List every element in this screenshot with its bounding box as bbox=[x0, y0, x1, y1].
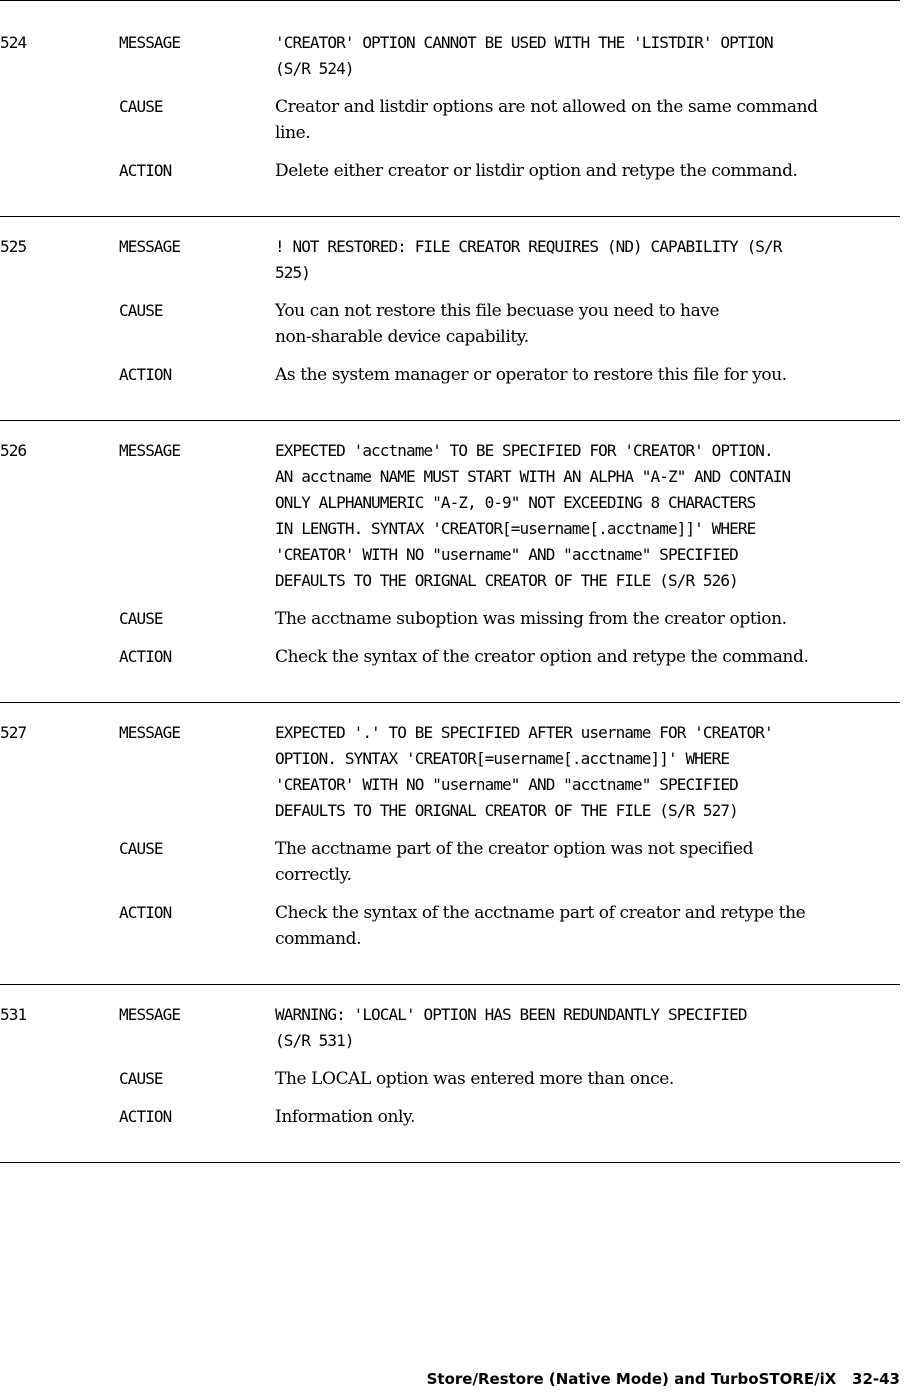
message-row bbox=[0, 720, 908, 836]
cause-text: The acctname part of the creator option was not specified correctly. bbox=[275, 839, 754, 885]
cause-text: Creator and listdir options are not allowed on the same command line. bbox=[275, 97, 818, 143]
page-footer bbox=[427, 1370, 900, 1388]
action-text: Delete either creator or listdir option and retype the command. bbox=[275, 161, 798, 181]
action-label: ACTION bbox=[119, 365, 172, 384]
action-text: Information only. bbox=[275, 1107, 415, 1127]
page-number: 32-43 bbox=[852, 1370, 900, 1388]
action-row bbox=[0, 1104, 908, 1130]
message-row bbox=[0, 30, 908, 94]
message-entry-526 bbox=[0, 438, 908, 670]
message-number: 526 bbox=[0, 441, 27, 460]
message-label: MESSAGE bbox=[119, 237, 181, 256]
message-label: MESSAGE bbox=[119, 441, 181, 460]
cause-row bbox=[0, 836, 908, 900]
action-row bbox=[0, 900, 908, 952]
message-text: WARNING: 'LOCAL' OPTION HAS BEEN REDUNDANTLY SPECIFIED (S/R 531) bbox=[275, 1005, 747, 1050]
message-label: MESSAGE bbox=[119, 723, 181, 742]
action-label: ACTION bbox=[119, 1107, 172, 1126]
action-text: As the system manager or operator to restore this file for you. bbox=[275, 365, 787, 385]
cause-text: You can not restore this file becuase you need to have non-sharable device capability. bbox=[275, 301, 720, 347]
separator-rule bbox=[0, 702, 900, 703]
message-entry-527 bbox=[0, 720, 908, 952]
action-text: Check the syntax of the creator option and retype the command. bbox=[275, 647, 809, 667]
action-row bbox=[0, 362, 908, 388]
separator-rule bbox=[0, 216, 900, 217]
cause-row bbox=[0, 1066, 908, 1104]
message-entry-531 bbox=[0, 1002, 908, 1130]
footer-title: Store/Restore (Native Mode) and TurboSTORE/iX bbox=[426, 1370, 837, 1388]
message-text: EXPECTED '.' TO BE SPECIFIED AFTER username FOR 'CREATOR' OPTION. SYNTAX 'CREATOR[=username[.acctname]]' WHERE 'CREATOR' WITH NO "username" AND "acctname" SPECIFIED DEFAULTS TO THE ORIGNAL CREATOR OF THE FILE (S/R 527) bbox=[275, 723, 773, 820]
message-text: 'CREATOR' OPTION CANNOT BE USED WITH THE 'LISTDIR' OPTION (S/R 524) bbox=[275, 33, 773, 78]
separator-rule bbox=[0, 420, 900, 421]
action-label: ACTION bbox=[119, 903, 172, 922]
cause-row bbox=[0, 94, 908, 158]
cause-label: CAUSE bbox=[119, 609, 163, 628]
message-row bbox=[0, 1002, 908, 1066]
message-number: 525 bbox=[0, 237, 27, 256]
message-text: EXPECTED 'acctname' TO BE SPECIFIED FOR 'CREATOR' OPTION. AN acctname NAME MUST START WITH AN ALPHA "A-Z" AND CONTAIN ONLY ALPHANUMERIC "A-Z, 0-9" NOT EXCEEDING 8 CHARACTERS IN LENGTH. SYNTAX 'CREATOR[=username[.acctname]]' WHERE 'CREATOR' WITH NO "username" AND "acctname" SPECIFIED DEFAULTS TO THE ORIGNAL CREATOR OF THE FILE (S/R 526) bbox=[275, 441, 791, 590]
message-row bbox=[0, 438, 908, 606]
message-entry-525 bbox=[0, 234, 908, 388]
message-label: MESSAGE bbox=[119, 1005, 181, 1024]
cause-row bbox=[0, 298, 908, 362]
message-text: ! NOT RESTORED: FILE CREATOR REQUIRES (ND) CAPABILITY (S/R 525) bbox=[275, 237, 782, 282]
cause-label: CAUSE bbox=[119, 97, 163, 116]
message-row bbox=[0, 234, 908, 298]
separator-rule bbox=[0, 984, 900, 985]
cause-label: CAUSE bbox=[119, 839, 163, 858]
bottom-rule bbox=[0, 1162, 900, 1163]
cause-text: The LOCAL option was entered more than once. bbox=[275, 1069, 674, 1089]
action-label: ACTION bbox=[119, 647, 172, 666]
cause-label: CAUSE bbox=[119, 1069, 163, 1088]
action-row bbox=[0, 158, 908, 184]
message-entry-524 bbox=[0, 30, 908, 184]
message-number: 531 bbox=[0, 1005, 27, 1024]
action-text: Check the syntax of the acctname part of creator and retype the command. bbox=[275, 903, 806, 949]
message-label: MESSAGE bbox=[119, 33, 181, 52]
cause-text: The acctname suboption was missing from the creator option. bbox=[275, 609, 787, 629]
cause-row bbox=[0, 606, 908, 644]
cause-label: CAUSE bbox=[119, 301, 163, 320]
top-rule bbox=[0, 0, 900, 1]
action-row bbox=[0, 644, 908, 670]
message-number: 527 bbox=[0, 723, 27, 742]
action-label: ACTION bbox=[119, 161, 172, 180]
message-number: 524 bbox=[0, 33, 27, 52]
